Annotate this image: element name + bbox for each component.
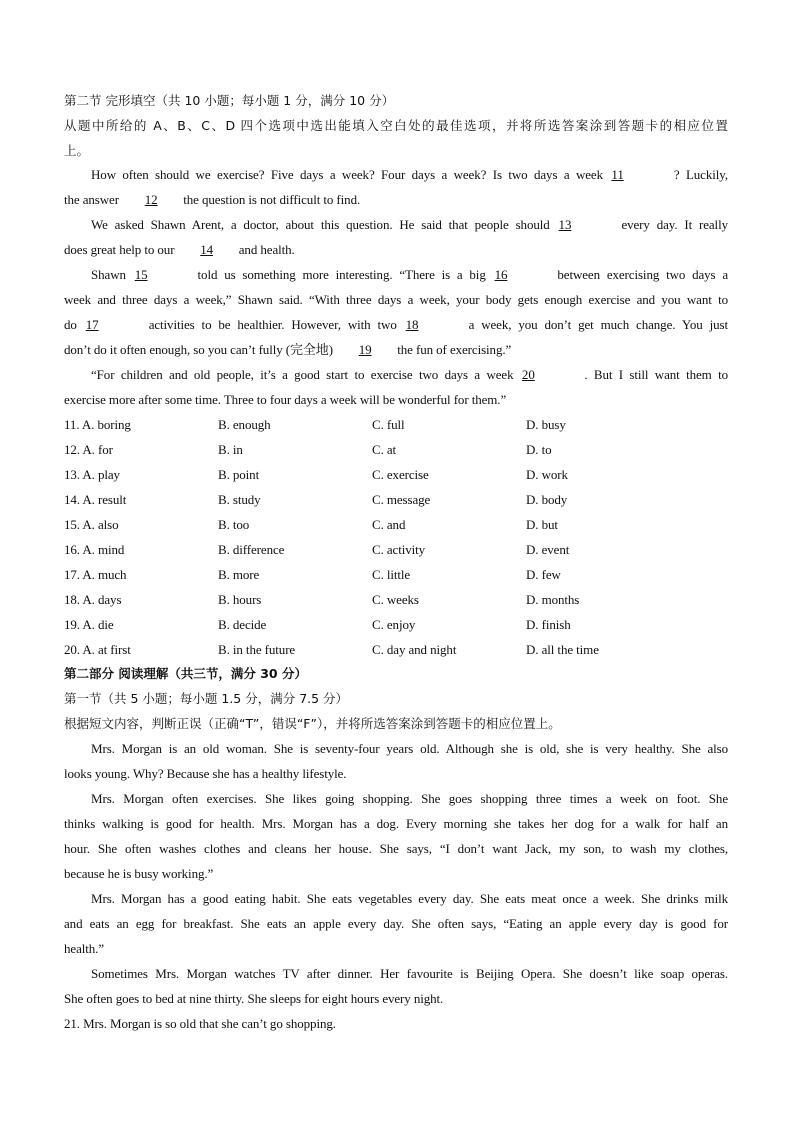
option-a: 20. A. at first xyxy=(64,642,131,657)
option-c: C. exercise xyxy=(372,467,429,482)
option-d: D. months xyxy=(526,592,580,607)
cloze-instruction-line-1: 从题中所给的 A、B、C、D 四个选项中选出能填入空白处的最佳选项，并将所选答案涂到答题卡的相应位置 xyxy=(64,118,728,133)
option-c: C. day and night xyxy=(372,642,457,657)
reading-line-5: hour. She often washes clothes and cleans her house. She says, “I don’t want Jack, my son, to wash my clothes, xyxy=(64,841,728,856)
reading-instruction: 根据短文内容，判断正误（正确“T”，错误“F”），并将所选答案涂到答题卡的相应位置上。 xyxy=(64,716,561,731)
option-a: 13. A. play xyxy=(64,467,120,482)
reading-line-10: Sometimes Mrs. Morgan watches TV after dinner. Her favourite is Beijing Opera. She doesn’t like soap operas. xyxy=(91,966,728,981)
reading-line-11: She often goes to bed at nine thirty. She sleeps for eight hours every night. xyxy=(64,991,444,1006)
passage-line-9 xyxy=(91,362,728,387)
passage-text: don’t do it often enough, so you can’t fully (完全地) xyxy=(64,342,333,357)
option-d: D. few xyxy=(526,567,561,582)
option-d: D. busy xyxy=(526,417,566,432)
passage-text: do xyxy=(64,317,77,332)
option-c: C. and xyxy=(372,517,406,532)
passage-text: How often should we exercise? Five days a week? Four days a week? Is two days a week xyxy=(91,167,603,182)
option-row-14 xyxy=(64,487,728,512)
option-d: D. body xyxy=(526,492,568,507)
blank-16: 16 xyxy=(494,267,508,282)
passage-text: a week, you don’t get much change. You just xyxy=(468,317,728,332)
blank-12: 12 xyxy=(144,192,158,207)
option-b: B. decide xyxy=(218,617,267,632)
passage-text: the question is not difficult to find. xyxy=(183,192,361,207)
reading-line-7: Mrs. Morgan has a good eating habit. She eats vegetables every day. She eats meat once a week. She drinks milk xyxy=(91,891,728,906)
reading-line-9: health.” xyxy=(64,941,104,956)
passage-text: and health. xyxy=(238,242,295,257)
option-row-12 xyxy=(64,437,728,462)
reading-part-title: 第二部分 阅读理解（共三节，满分 30 分） xyxy=(64,666,307,681)
option-c: C. full xyxy=(372,417,405,432)
passage-line-8 xyxy=(64,337,728,362)
passage-text: We asked Shawn Arent, a doctor, about this question. He said that people should xyxy=(91,217,550,232)
option-b: B. in xyxy=(218,442,243,457)
passage-text: Shawn xyxy=(91,267,126,282)
option-c: C. activity xyxy=(372,542,426,557)
passage-line-2 xyxy=(64,187,728,212)
blank-19: 19 xyxy=(358,342,372,357)
option-c: C. enjoy xyxy=(372,617,416,632)
passage-line-6: week and three days a week,” Shawn said. “With three days a week, your body gets enough exercise and you want to xyxy=(64,292,728,307)
option-d: D. event xyxy=(526,542,570,557)
passage-text: does great help to our xyxy=(64,242,175,257)
passage-line-3 xyxy=(91,212,728,237)
option-a: 17. A. much xyxy=(64,567,127,582)
option-b: B. point xyxy=(218,467,260,482)
option-a: 11. A. boring xyxy=(64,417,131,432)
passage-text: told us something more interesting. “There is a big xyxy=(197,267,486,282)
option-b: B. in the future xyxy=(218,642,296,657)
option-b: B. difference xyxy=(218,542,285,557)
reading-line-6: because he is busy working.” xyxy=(64,866,214,881)
option-a: 12. A. for xyxy=(64,442,113,457)
blank-11: 11 xyxy=(611,167,624,182)
option-row-15 xyxy=(64,512,728,537)
option-b: B. more xyxy=(218,567,260,582)
option-d: D. but xyxy=(526,517,558,532)
option-b: B. hours xyxy=(218,592,262,607)
reading-line-4: thinks walking is good for health. Mrs. Morgan has a dog. Every morning she takes her dog for a walk for half an xyxy=(64,816,728,831)
passage-line-1 xyxy=(91,162,728,187)
blank-18: 18 xyxy=(405,317,419,332)
option-c: C. message xyxy=(372,492,431,507)
option-b: B. enough xyxy=(218,417,271,432)
blank-14: 14 xyxy=(200,242,213,257)
option-c: C. little xyxy=(372,567,411,582)
option-row-17 xyxy=(64,562,728,587)
reading-line-1: Mrs. Morgan is an old woman. She is seventy-four years old. Although she is old, she is very healthy. She also xyxy=(91,741,728,756)
passage-text: between exercising two days a xyxy=(557,267,729,282)
reading-section-title: 第一节（共 5 小题；每小题 1.5 分，满分 7.5 分） xyxy=(64,691,349,706)
option-row-11 xyxy=(64,412,728,437)
passage-text: ? Luckily, xyxy=(673,167,728,182)
option-d: D. all the time xyxy=(526,642,599,657)
passage-line-5 xyxy=(91,262,728,287)
option-a: 16. A. mind xyxy=(64,542,125,557)
option-a: 15. A. also xyxy=(64,517,119,532)
passage-text: . But I still want them to xyxy=(584,367,728,382)
passage-text: the answer xyxy=(64,192,119,207)
cloze-instruction-line-2: 上。 xyxy=(64,143,90,158)
passage-text: every day. It really xyxy=(621,217,728,232)
option-row-20 xyxy=(64,637,728,662)
option-row-18 xyxy=(64,587,728,612)
option-b: B. study xyxy=(218,492,261,507)
option-a: 18. A. days xyxy=(64,592,122,607)
option-a: 14. A. result xyxy=(64,492,127,507)
option-row-13 xyxy=(64,462,728,487)
blank-15: 15 xyxy=(134,267,148,282)
passage-line-10: exercise more after some time. Three to four days a week will be wonderful for them.” xyxy=(64,392,507,407)
reading-line-2: looks young. Why? Because she has a healthy lifestyle. xyxy=(64,766,347,781)
option-b: B. too xyxy=(218,517,250,532)
cloze-section-title: 第二节 完形填空（共 10 小题；每小题 1 分，满分 10 分） xyxy=(64,93,395,108)
option-c: C. at xyxy=(372,442,397,457)
passage-text: activities to be healthier. However, with two xyxy=(148,317,397,332)
blank-13: 13 xyxy=(558,217,572,232)
passage-line-7 xyxy=(64,312,728,337)
option-d: D. finish xyxy=(526,617,571,632)
option-d: D. work xyxy=(526,467,568,482)
reading-line-8: and eats an egg for breakfast. She eats an apple every day. She often says, “Eating an apple every day is good for xyxy=(64,916,728,931)
option-row-19 xyxy=(64,612,728,637)
blank-20: 20 xyxy=(521,367,535,382)
option-d: D. to xyxy=(526,442,552,457)
option-c: C. weeks xyxy=(372,592,419,607)
option-row-16 xyxy=(64,537,728,562)
passage-text: the fun of exercising.” xyxy=(397,342,512,357)
question-21: 21. Mrs. Morgan is so old that she can’t go shopping. xyxy=(64,1016,336,1031)
passage-line-4 xyxy=(64,237,728,262)
blank-17: 17 xyxy=(85,317,99,332)
passage-text: “For children and old people, it’s a good start to exercise two days a week xyxy=(91,367,514,382)
reading-line-3: Mrs. Morgan often exercises. She likes going shopping. She goes shopping three times a week on foot. She xyxy=(91,791,728,806)
option-a: 19. A. die xyxy=(64,617,114,632)
